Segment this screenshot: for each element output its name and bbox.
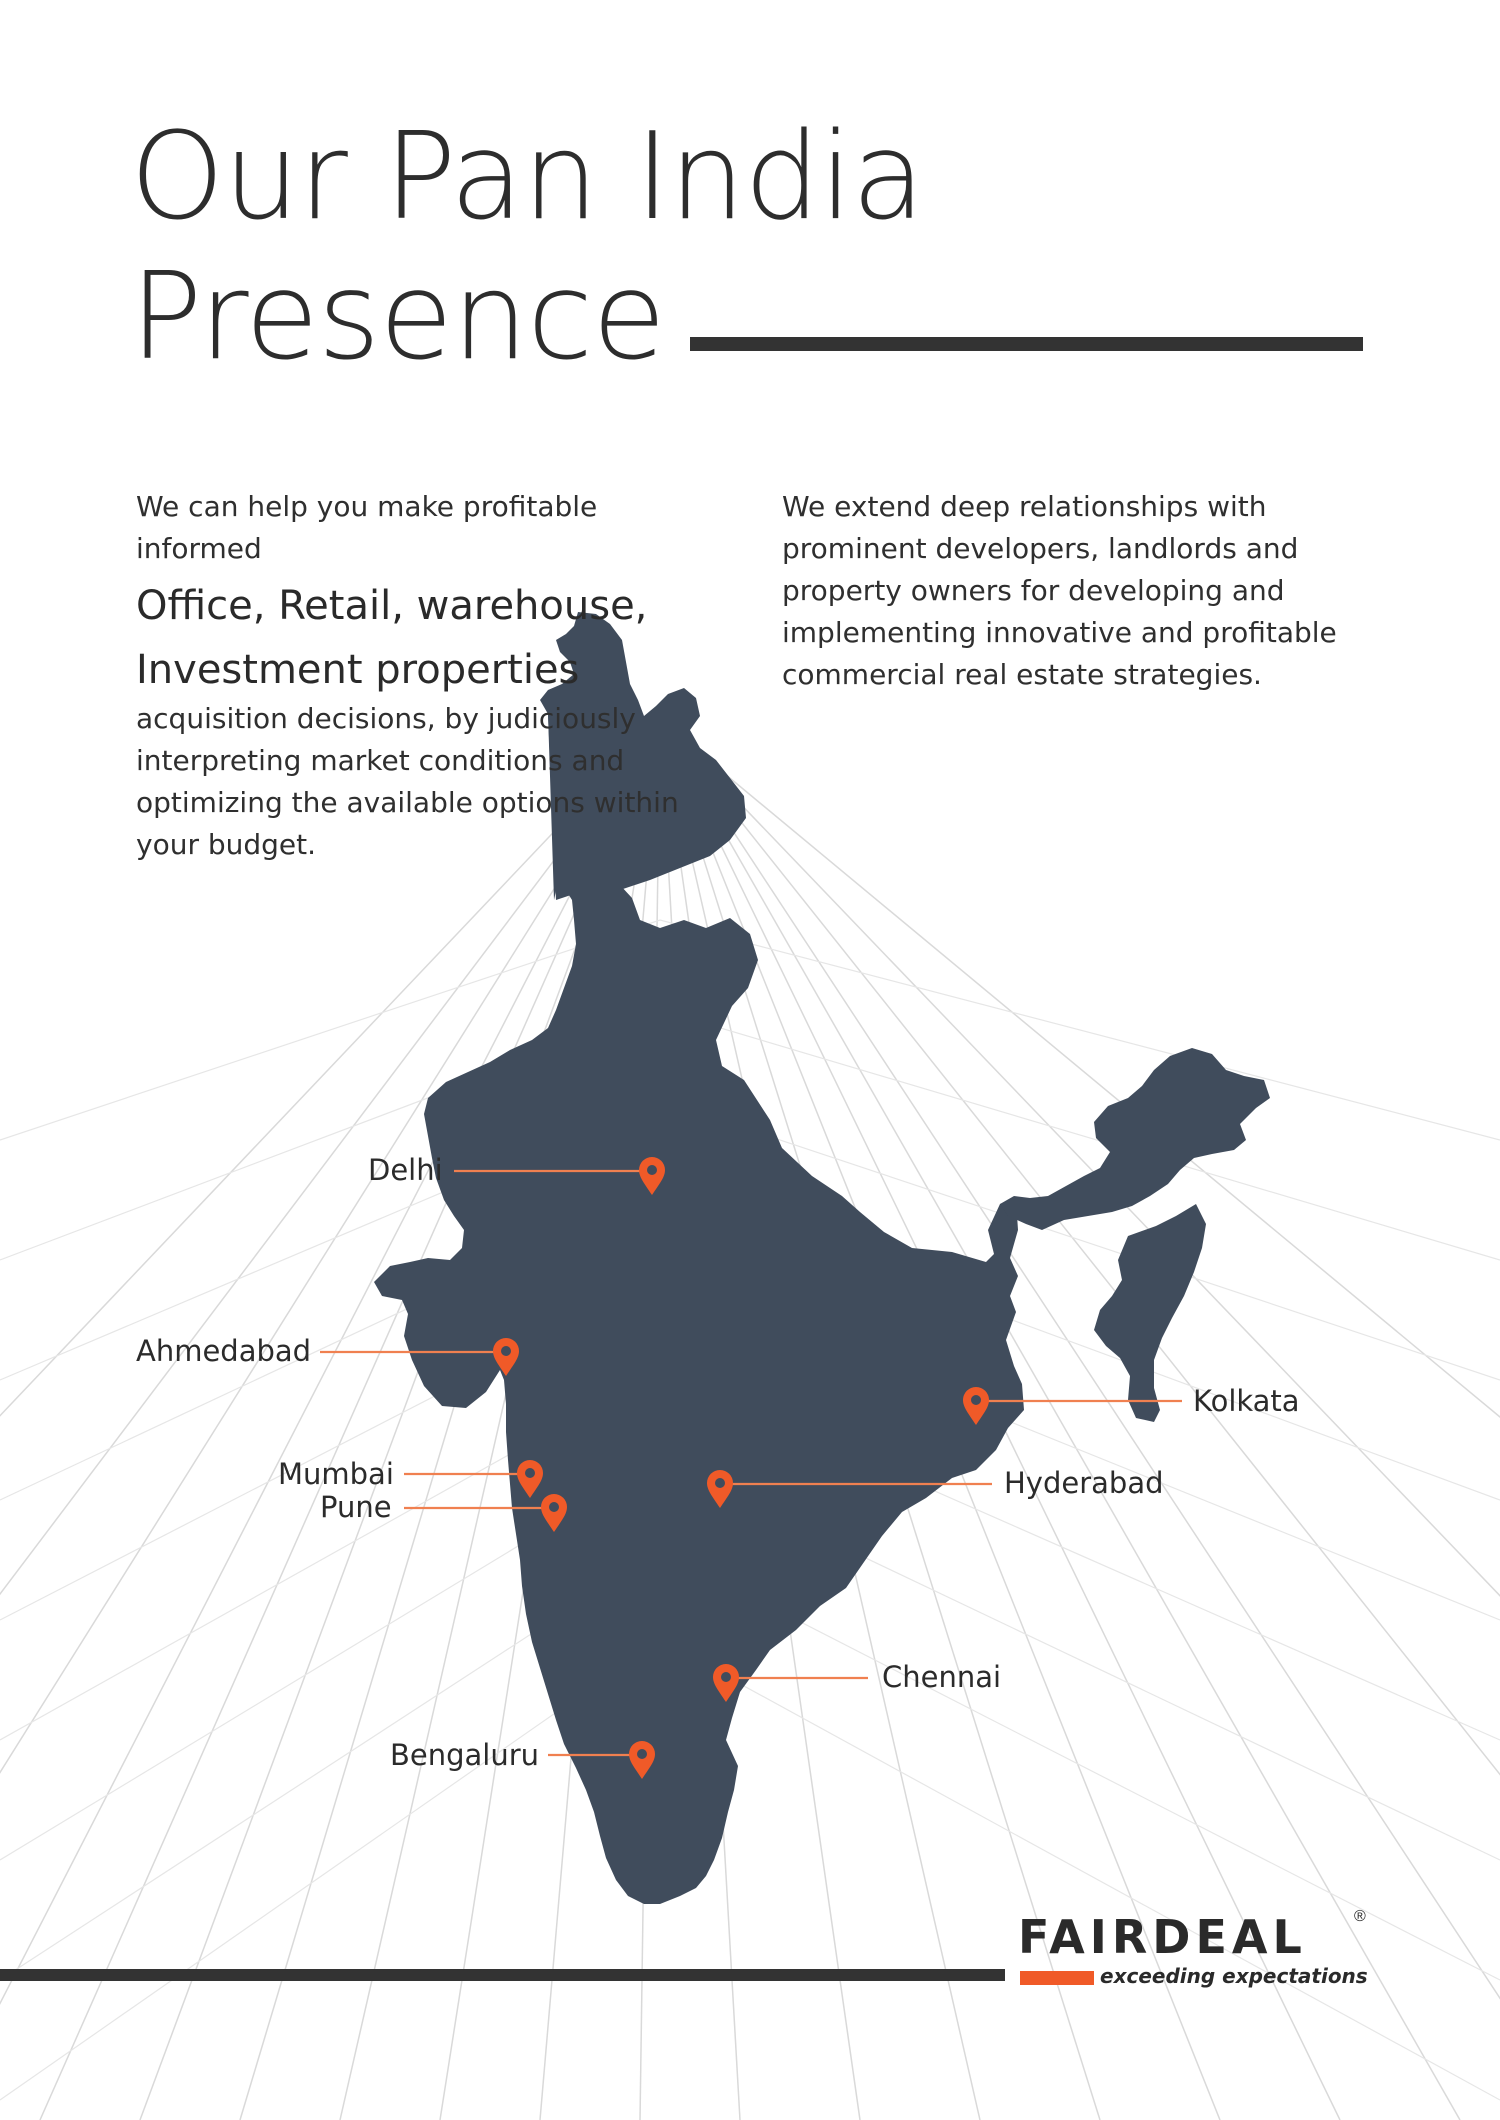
city-label-pune: Pune [320, 1490, 392, 1524]
city-label-kolkata: Kolkata [1193, 1384, 1300, 1418]
city-label-hyderabad: Hyderabad [1004, 1466, 1164, 1500]
city-label-bengaluru: Bengaluru [390, 1738, 540, 1772]
logo-tagline: exceeding expectations [1100, 1964, 1368, 1988]
city-label-chennai: Chennai [882, 1660, 1002, 1694]
left-intro-text: We can help you make profitable informed [136, 490, 598, 565]
city-label-ahmedabad: Ahmedabad [136, 1334, 312, 1368]
property-types-heading: Office, Retail, warehouse, Investment properties [136, 583, 648, 693]
right-body-text: We extend deep relationships with prominent developers, landlords and property owners for developing and implementing innovative and profitable commercial real estate strategies. [782, 490, 1337, 691]
city-label-mumbai: Mumbai [278, 1457, 394, 1491]
left-body-text: acquisition decisions, by judiciously interpreting market conditions and optimizing the available options within your budget. [136, 702, 679, 861]
logo-wordmark: FAIRDEAL [1018, 1910, 1307, 1964]
registered-mark: ® [1354, 1908, 1366, 1925]
footer-rule [0, 1969, 1005, 1981]
page-title-line-2: Presence [130, 248, 665, 387]
fairdeal-logo [1016, 1908, 1376, 1994]
india-northeast-shape [1094, 1204, 1206, 1422]
city-label-delhi: Delhi [368, 1153, 443, 1187]
india-northeast-shape [1000, 1048, 1270, 1230]
page-title-line-1: Our Pan India [130, 108, 925, 247]
logo-accent-bar [1020, 1971, 1094, 1985]
